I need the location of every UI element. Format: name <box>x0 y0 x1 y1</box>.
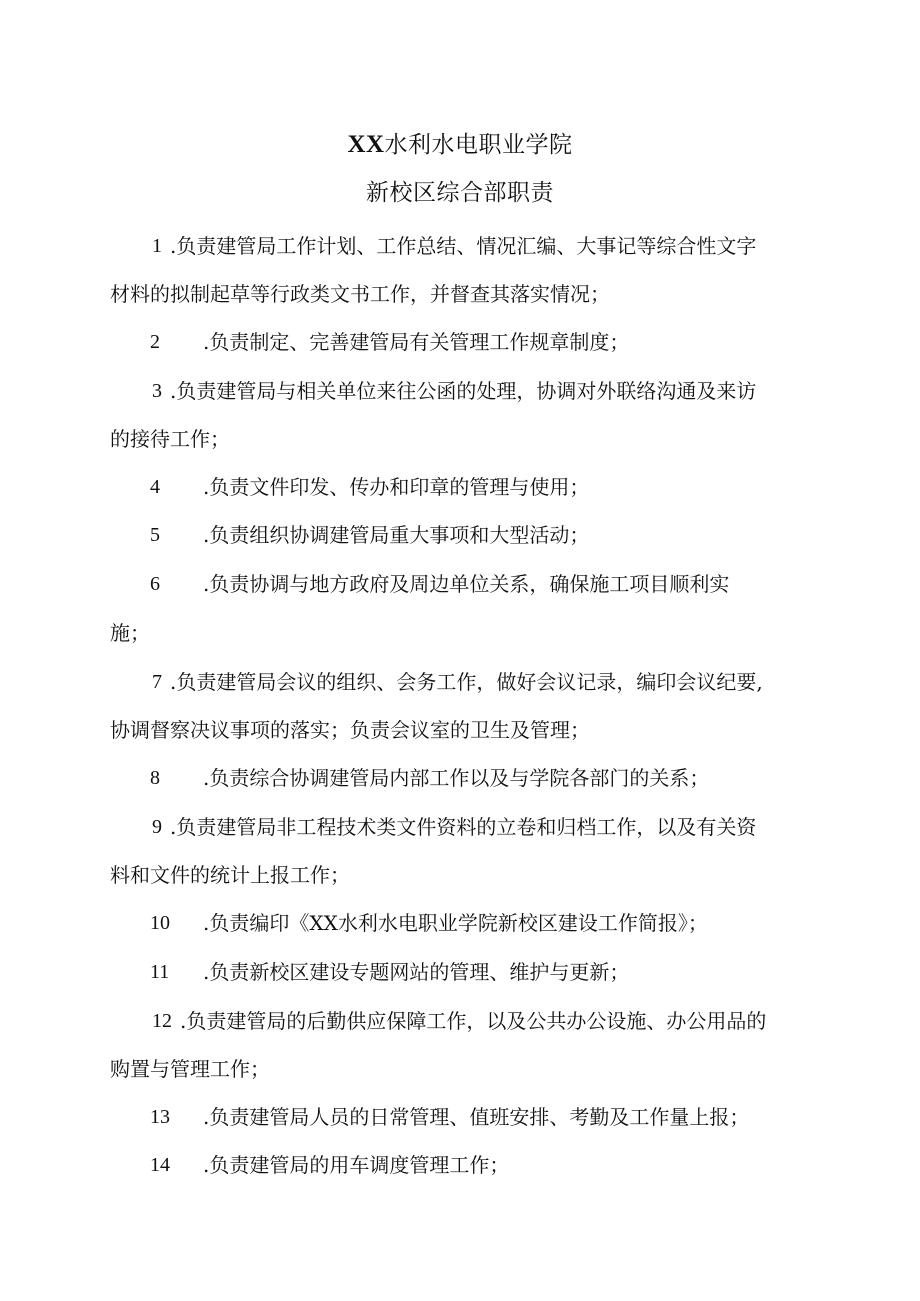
item-text: .负责建管局非工程技术类文件资料的立卷和归档工作，以及有关资 <box>170 815 757 839</box>
item-text-continuation: 料和文件的统计上报工作； <box>110 863 350 887</box>
item-text: .负责建管局与相关单位来往公函的处理，协调对外联络沟通及来访 <box>170 379 757 403</box>
item-text: .负责制定、完善建管局有关管理工作规章制度； <box>203 330 630 354</box>
item-number: 1 <box>152 235 162 257</box>
item-number: 8 <box>150 767 160 789</box>
item-number: 4 <box>150 476 160 498</box>
item-text: .负责文件印发、传办和印章的管理与使用； <box>203 475 590 499</box>
item-text: .负责建管局人员的日常管理、值班安排、考勤及工作量上报； <box>203 1105 750 1129</box>
item-number: 7 <box>152 671 162 693</box>
item-text: .负责编印《XX水利水电职业学院新校区建设工作简报》； <box>203 911 708 935</box>
item-number: 13 <box>150 1106 170 1128</box>
item-number: 6 <box>150 573 160 595</box>
item-number: 14 <box>150 1154 170 1176</box>
item-text: .负责协调与地方政府及周边单位关系，确保施工项目顺利实 <box>203 572 730 596</box>
title-main: 水利水电职业学院 <box>384 132 573 158</box>
item-text: .负责建管局工作计划、工作总结、情况汇编、大事记等综合性文字 <box>170 234 757 258</box>
item-text: .负责建管局的后勤供应保障工作，以及公共办公设施、办公用品的 <box>180 1009 767 1033</box>
item-number: 11 <box>150 961 170 983</box>
item-number: 9 <box>152 816 162 838</box>
title-prefix: XX <box>347 131 385 158</box>
item-text-continuation: 的接待工作； <box>110 427 230 451</box>
item-number: 12 <box>152 1010 172 1032</box>
item-text: .负责组织协调建管局重大事项和大型活动； <box>203 523 590 547</box>
item-number: 5 <box>150 524 160 546</box>
item-text-continuation: 协调督察决议事项的落实；负责会议室的卫生及管理； <box>110 718 590 742</box>
item-text: .负责新校区建设专题网站的管理、维护与更新； <box>203 960 630 984</box>
item-text-continuation: 购置与管理工作； <box>110 1057 270 1081</box>
item-text-continuation: 材料的拟制起草等行政类文书工作，并督查其落实情况； <box>110 282 610 306</box>
item-number: 2 <box>150 331 160 353</box>
item-text-continuation: 施； <box>110 621 150 645</box>
item-text: .负责综合协调建管局内部工作以及与学院各部门的关系； <box>203 766 710 790</box>
document-title <box>0 130 920 160</box>
item-number: 10 <box>150 912 170 934</box>
item-text: .负责建管局的用车调度管理工作； <box>203 1153 510 1177</box>
item-number: 3 <box>152 380 162 402</box>
document-subtitle: 新校区综合部职责 <box>366 180 554 206</box>
item-text: .负责建管局会议的组织、会务工作，做好会议记录，编印会议纪要, <box>170 670 763 694</box>
